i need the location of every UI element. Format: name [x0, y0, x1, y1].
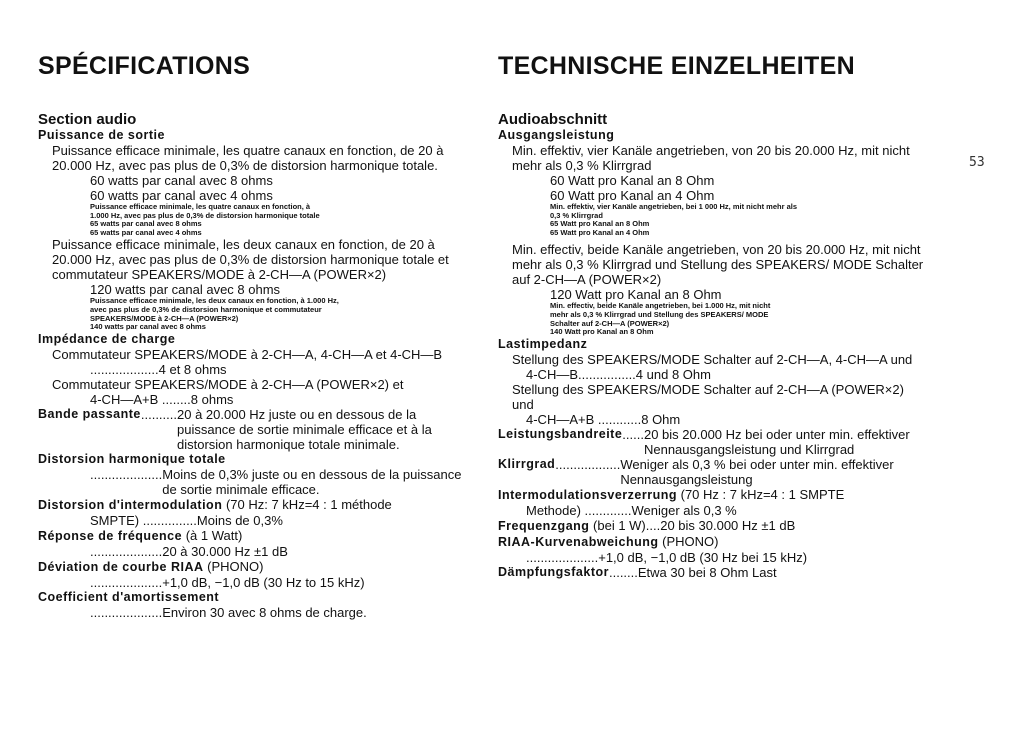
french-heading-intermod: Distorsion d'intermodulation [38, 497, 223, 512]
french-watts-120: 120 watts par canal avec 8 ohms [90, 282, 281, 298]
german-watts-60-4: 60 Watt pro Kanal an 4 Ohm [550, 188, 715, 203]
german-daempf-row [498, 565, 938, 580]
german-section-audio: Audioabschnitt [498, 111, 608, 128]
german-freq-line [498, 518, 938, 534]
french-distorsion-value: Moins de 0,3% juste ou en dessous de la puissance de sortie minimale efficace. [162, 466, 462, 497]
german-heading-riaa: RIAA-Kurvenabweichung [498, 534, 659, 549]
german-intermod-l2: Methode) .............Weniger als 0,3 % [526, 502, 737, 518]
german-watts-120: 120 Watt pro Kanal an 8 Ohm [550, 287, 722, 303]
page-number: 53 [969, 155, 985, 170]
french-riaa-l2: ....................+1,0 dB, −1,0 dB (30 Hz to 15 kHz) [90, 574, 365, 590]
german-watts-60-8: 60 Watt pro Kanal an 8 Ohm [550, 173, 715, 188]
german-last-l4: und [512, 396, 534, 412]
french-impedance-l1: Commutateur SPEAKERS/MODE à 2-CH—A, 4-CH—A et 4-CH—B [52, 346, 443, 362]
german-bandbreite-label: Leistungsbandreite [498, 426, 623, 441]
french-heading-reponse: Réponse de fréquence [38, 528, 183, 543]
german-heading-freq: Frequenzgang [498, 518, 590, 533]
german-bandbreite-row [498, 427, 938, 457]
german-last-l1: Stellung des SPEAKERS/MODE Schalter auf 2-CH—A, 4-CH—A und [512, 351, 913, 367]
german-content [498, 111, 938, 580]
german-tiny-2: 65 Watt pro Kanal an 8 Ohm [550, 219, 650, 229]
french-content [38, 111, 478, 620]
french-heading-puissance: Puissance de sortie [38, 128, 165, 142]
german-heading-intermod: Intermodulationsverzerrung [498, 487, 677, 502]
french-heading-amort: Coefficient d'amortissement [38, 589, 220, 604]
german-klirr-dots: .................. [555, 456, 621, 472]
german-title: TECHNISCHE EINZELHEITEN [498, 52, 855, 80]
german-ausgang-p1: Min. effektiv, vier Kanäle angetrieben, von 20 bis 20.000 Hz, mit nicht mehr als 0,3 % Klirrgrad [512, 143, 910, 173]
french-intermod-extra: (70 Hz: 7 kHz=4 : 1 méthode [222, 496, 392, 512]
french-intermod-line [38, 497, 478, 513]
german-riaa-line [498, 534, 938, 550]
french-puissance-p1: Puissance efficace minimale, les quatre canaux en fonction, de 20 à 20.000 Hz, avec pas plus de 0,3% de distorsion harmonique totale. [52, 143, 444, 173]
french-heading-impedance: Impédance de charge [38, 331, 176, 346]
german-tiny-4: Min. effectiv, beide Kanäle angetrieben, bei 1.000 Hz, mit nicht mehr als 0,3 % Klirrgrad und Stellung des SPEAKERS/ MODE Schalter auf 2-CH—A (POWER×2) [550, 301, 771, 328]
french-distorsion-row [38, 467, 478, 497]
german-freq-extra: (bei 1 W)....20 bis 30.000 Hz ±1 dB [589, 517, 796, 533]
french-reponse-extra: (à 1 Watt) [182, 527, 243, 543]
french-impedance-l2: ...................4 et 8 ohms [90, 361, 227, 377]
german-daempf-label: Dämpfungsfaktor [498, 564, 609, 579]
german-last-l2: 4-CH—B................4 und 8 Ohm [526, 366, 711, 382]
german-intermod-extra: (70 Hz : 7 kHz=4 : 1 SMPTE [677, 486, 845, 502]
german-bandbreite-dots: ...... [622, 426, 644, 442]
french-amort-l2: ....................Environ 30 avec 8 ohms de charge. [90, 604, 367, 620]
french-title: SPÉCIFICATIONS [38, 52, 251, 80]
german-daempf-value: Etwa 30 bei 8 Ohm Last [637, 564, 777, 580]
french-intermod-l2: SMPTE) ...............Moins de 0,3% [90, 512, 283, 528]
german-heading-ausgang: Ausgangsleistung [498, 128, 615, 142]
french-watts-60-8: 60 watts par canal avec 8 ohms [90, 173, 273, 188]
german-klirr-row [498, 457, 938, 487]
french-distorsion-dots: .................... [90, 466, 163, 482]
german-heading-last: Lastimpedanz [498, 336, 588, 351]
french-reponse-line [38, 528, 478, 544]
german-tiny-3: 65 Watt pro Kanal an 4 Ohm [550, 227, 650, 237]
german-tiny-5: 140 Watt pro Kanal an 8 Ohm [550, 327, 654, 337]
french-impedance-l3: Commutateur SPEAKERS/MODE à 2-CH—A (POWER×2) et [52, 376, 404, 392]
french-tiny-5: 140 watts par canal avec 8 ohms [90, 322, 206, 332]
german-last-l3: Stellung des SPEAKERS/MODE Schalter auf 2-CH—A (POWER×2) [512, 381, 904, 397]
german-last-l5: 4-CH—A+B ............8 Ohm [526, 411, 681, 427]
french-reponse-l2: ....................20 à 30.000 Hz ±1 dB [90, 543, 288, 559]
german-ausgang-p2: Min. effectiv, beide Kanäle angetrieben, von 20 bis 20.000 Hz, mit nicht mehr als 0,3 % Klirrgrad und Stellung des SPEAKERS/ MODE Schalter auf 2-CH—A (POWER×2) [512, 242, 924, 288]
german-bandbreite-value: 20 bis 20.000 Hz bei oder unter min. effektiver Nennausgangsleistung und Klirrgrad [643, 426, 910, 457]
french-riaa-line [38, 559, 478, 575]
french-section-audio: Section audio [38, 111, 137, 128]
german-tiny-1: Min. effektiv, vier Kanäle angetrieben, bei 1 000 Hz, mit nicht mehr als 0,3 % Klirrgrad [550, 202, 798, 220]
french-bande-dots: .......... [140, 406, 177, 422]
german-daempf-dots: ........ [608, 564, 638, 580]
french-impedance-l4: 4-CH—A+B ........8 ohms [90, 391, 234, 407]
german-klirr-label: Klirrgrad [498, 456, 556, 471]
german-klirr-value: Weniger als 0,3 % bei oder unter min. effektiver Nennausgangsleistung [620, 456, 894, 487]
french-riaa-extra: (PHONO) [203, 558, 264, 574]
french-heading-riaa: Déviation de courbe RIAA [38, 559, 204, 574]
french-puissance-p2: Puissance efficace minimale, les deux canaux en fonction, de 20 à 20.000 Hz, avec pas plus de 0,3% de distorsion harmonique totale et commutateur SPEAKERS/MODE à 2-CH—A (POWER×2) [52, 237, 449, 283]
french-tiny-3: 65 watts par canal avec 4 ohms [90, 227, 202, 237]
french-bande-label: Bande passante [38, 406, 141, 421]
german-intermod-line [498, 487, 938, 503]
french-tiny-4: Puissance efficace minimale, les deux canaux en fonction, à 1.000 Hz, avec pas plus de 0,3% de distorsion harmonique et commutateur SPEAKERS/MODE à 2-CH—A (POWER×2) [90, 296, 339, 323]
german-riaa-extra: (PHONO) [658, 533, 719, 549]
french-heading-distorsion: Distorsion harmonique totale [38, 451, 226, 466]
french-tiny-2: 65 watts par canal avec 8 ohms [90, 219, 202, 229]
french-bande-row [38, 407, 478, 452]
french-watts-60-4: 60 watts par canal avec 4 ohms [90, 188, 273, 203]
french-tiny-1: Puissance efficace minimale, les quatre canaux en fonction, à 1.000 Hz, avec pas plus de 0,3% de distorsion harmonique totale [90, 202, 320, 220]
german-riaa-l2: ....................+1,0 dB, −1,0 dB (30 Hz bei 15 kHz) [526, 549, 808, 565]
french-bande-value: 20 à 20.000 Hz juste ou en dessous de la puissance de sortie minimale efficace et à la distorsion harmonique totale minimale. [177, 406, 432, 452]
